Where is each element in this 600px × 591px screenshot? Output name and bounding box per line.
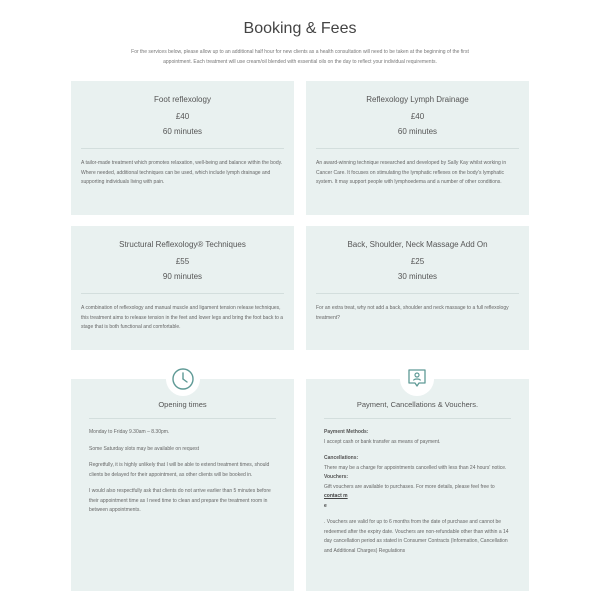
divider [89,418,276,419]
saturday-note: Some Saturday slots may be available on request [89,445,200,452]
service-price: £40 [175,112,190,121]
divider [316,148,519,149]
clock-icon [171,367,195,391]
payment-methods-heading: Payment Methods: [324,429,369,435]
service-title: Back, Shoulder, Neck Massage Add On [347,240,488,249]
chat-person-icon-badge [400,362,434,396]
divider [81,293,284,294]
payment-body [324,428,511,556]
service-duration: 60 minutes [397,127,438,136]
payment-title: Payment, Cancellations & Vouchers. [356,400,479,409]
intro-text: For the services below, please allow up to an additional half hour for new clients as a health consultation will need to be taken at the beginning of the first appointment. Each treatment will use cream/oil blended with essential oils on the day to reflect your individual requirements. [131,49,469,65]
delay-note: Regretfully, it is highly unlikely that I will be able to extend treatment times, should clients be delayed for their appointment, as other clients will be booked in. [89,462,270,478]
service-price: £40 [410,112,425,121]
payment-card [306,379,529,591]
vouchers-heading: Vouchers: [324,474,349,480]
cancellations-heading: Cancellations: [324,455,359,461]
vouchers-validity-text: . Vouchers are valid for up to 6 months from the date of purchase and cannot be redeemed after the expiry date. Vouchers are non-refundable other than within a 14 day cancellation period as stated in Consumer Contracts (Information, Cancellation and Additional Charges) Regulations [324,519,509,554]
cancellations-text: There may be a charge for appointments cancelled with less than 24 hours' notice. [324,464,507,471]
clock-icon-badge [166,362,200,396]
divider [316,293,519,294]
contact-me-link-continued[interactable]: e [324,502,327,509]
divider [81,148,284,149]
payment-methods-text: I accept cash or bank transfer as means of payment. [324,438,441,445]
service-price: £25 [410,257,425,266]
late-arrival-note: I would also respectfully ask that clients do not arrive earlier than 5 minutes before their appointment time as I need time to clean and prepare the treatment room in between appointments. [89,488,271,513]
opening-times-card [71,379,294,591]
service-title: Structural Reflexology® Techniques [119,240,246,249]
opening-times-body [89,428,276,516]
contact-me-link[interactable]: contact m [324,493,348,499]
page-title: Booking & Fees [243,20,357,37]
service-duration: 60 minutes [162,127,203,136]
service-description: A combination of reflexology and manual muscle and ligament tension release techniques, this treatment aims to release tension in the feet and lower legs and bring the foot back to a stage that is both functional and comfortable. [81,305,284,330]
service-duration: 30 minutes [397,272,438,281]
service-card-structural-reflexology [71,226,294,350]
chat-person-icon [405,367,429,391]
service-title: Reflexology Lymph Drainage [366,95,469,104]
service-price: £55 [175,257,190,266]
service-description: A tailor-made treatment which promotes relaxation, well-being and balance within the body. Where needed, additional techniques can be used, which include lymph drainage and supporting individuals living with pain. [81,160,283,185]
service-description: For an extra treat, why not add a back, shoulder and neck massage to a full reflexology treatment? [316,305,509,321]
service-card-massage-add-on [306,226,529,350]
service-duration: 90 minutes [162,272,203,281]
service-card-foot-reflexology [71,81,294,215]
service-description: An award-winning technique researched and developed by Sally Kay whilst working in Cancer Care. It focuses on stimulating the lymphatic reflexes on the body's lymphatic system. It may support people with lymphoedema and a number of other conditions. [316,160,507,185]
opening-hours-text: Monday to Friday 9.30am – 8.30pm. [89,429,170,435]
vouchers-text: Gift vouchers are available to purchases. For more details, please feel free to [324,483,495,490]
divider [324,418,511,419]
service-card-lymph-drainage [306,81,529,215]
service-title: Foot reflexology [154,95,211,104]
opening-times-title: Opening times [158,400,207,409]
